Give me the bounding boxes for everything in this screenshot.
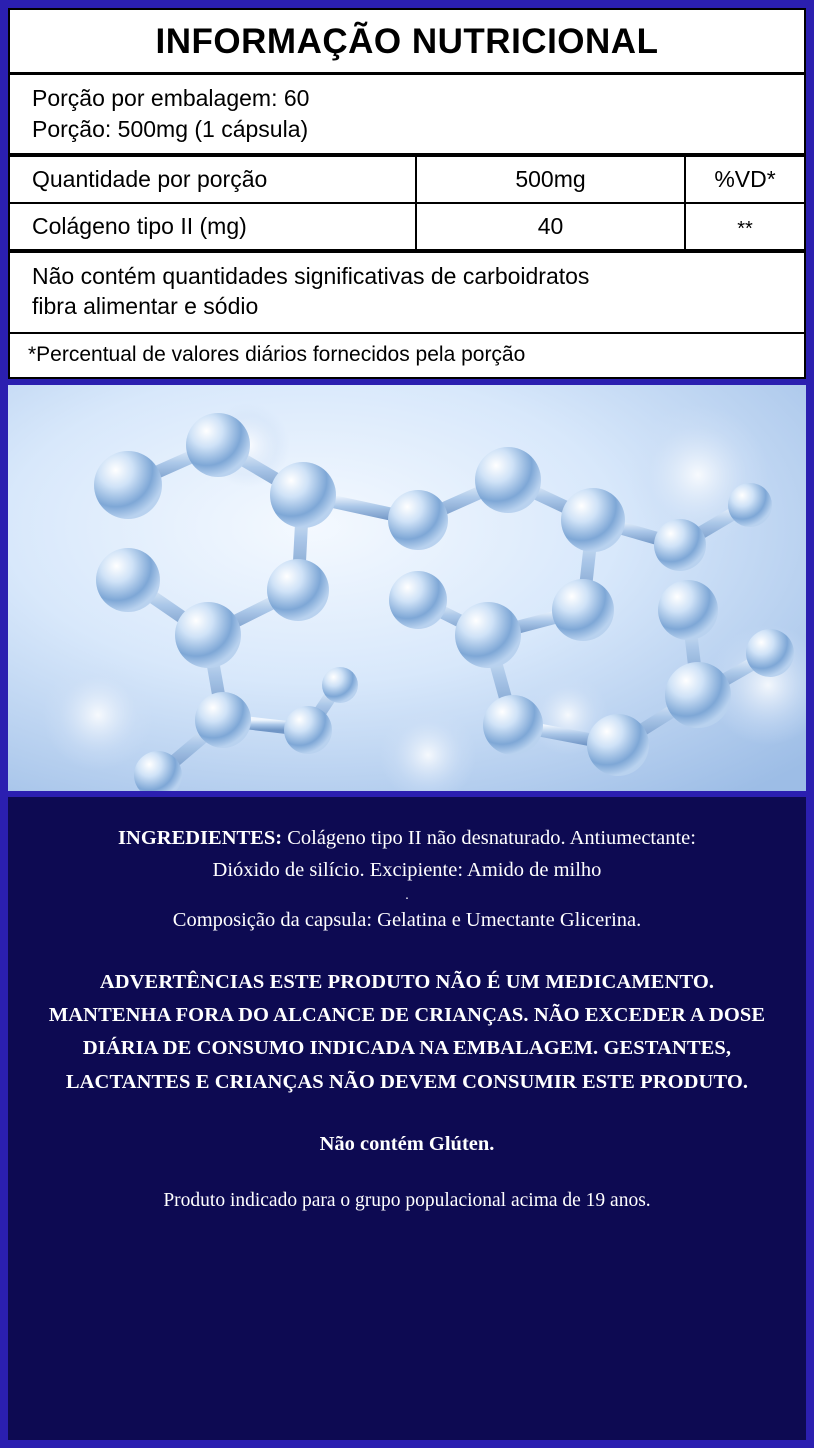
- insignificant-amounts-note: [10, 253, 804, 334]
- note-line-2: fibra alimentar e sódio: [32, 292, 259, 319]
- nutrient-name: Colágeno tipo II (mg): [10, 204, 417, 249]
- header-daily-value: %VD*: [714, 166, 776, 193]
- ingredients-text-2: Dióxido de silício. Excipiente: Amido de milho: [212, 858, 602, 881]
- separator-dot: .: [405, 888, 409, 904]
- target-population-statement: Produto indicado para o grupo populacional acima de 19 anos.: [163, 1189, 651, 1211]
- header-amount-per-serving: Quantidade por porção: [10, 157, 417, 202]
- molecule-illustration: [8, 385, 806, 791]
- nutrient-amount: 40: [417, 204, 686, 249]
- daily-value-footnote: *Percentual de valores diários fornecidos pela porção: [28, 342, 526, 366]
- serving-info: [10, 75, 804, 157]
- gluten-free-statement: Não contém Glúten.: [319, 1132, 495, 1155]
- capsule-composition: Composição da capsula: Gelatina e Umectante Glicerina.: [172, 909, 642, 932]
- nutrition-facts-table: [8, 8, 806, 379]
- header-serving-weight: 500mg: [417, 157, 686, 202]
- page-title: INFORMAÇÃO NUTRICIONAL: [10, 10, 804, 75]
- note-line-1: Não contém quantidades significativas de carboidratos: [32, 263, 590, 290]
- molecule-image: [8, 385, 806, 791]
- table-header-row: [10, 157, 804, 204]
- ingredients-label-text: INGREDIENTES:: [118, 826, 283, 849]
- ingredients-label: [118, 827, 282, 849]
- ingredients-block: [38, 823, 776, 887]
- serving-size: Porção: 500mg (1 cápsula): [32, 116, 309, 143]
- ingredients-text: Colágeno tipo II não desnaturado. Antiumectante:: [287, 826, 696, 849]
- warnings-text: ADVERTÊNCIAS ESTE PRODUTO NÃO É UM MEDICAMENTO. MANTENHA FORA DO ALCANCE DE CRIANÇAS. NÃO EXCEDER A DOSE DIÁRIA DE CONSUMO INDICADA NA EMBALAGEM. GESTANTES, LACTANTES E CRIANÇAS NÃO DEVEM CONSUMIR ESTE PRODUTO.: [48, 970, 766, 1093]
- table-row: [10, 204, 804, 253]
- product-info-panel: [8, 797, 806, 1440]
- servings-per-package: Porção por embalagem: 60: [32, 85, 310, 111]
- nutrient-daily-value: **: [737, 218, 753, 241]
